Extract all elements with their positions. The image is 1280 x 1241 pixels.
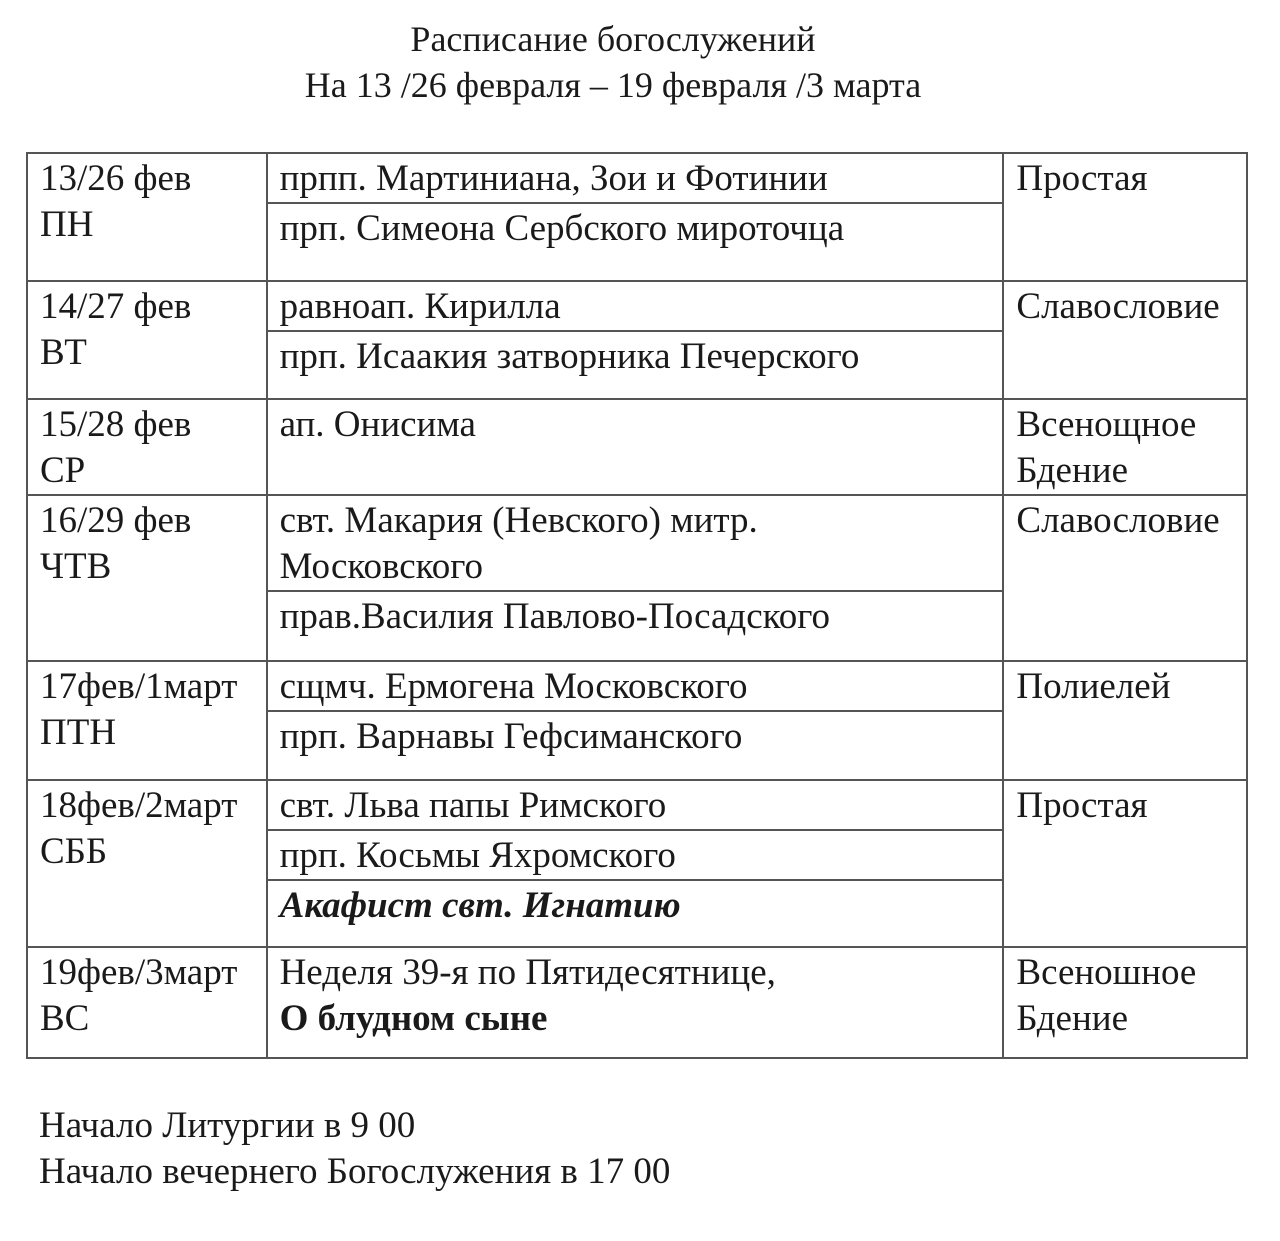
page-subtitle: На 13 /26 февраля – 19 февраля /3 марта xyxy=(304,65,922,105)
table-row xyxy=(27,399,1247,495)
date-label: 18фев/2март xyxy=(40,785,238,826)
saint-entry: прп. Исаакия затворника Печерского xyxy=(279,336,860,377)
service-type-cell xyxy=(1003,780,1247,947)
service-type-cell xyxy=(1003,661,1247,780)
service-type: Простая xyxy=(1016,785,1148,826)
saints-cell xyxy=(267,495,1004,661)
akathist-entry: Акафист свт. Игнатию xyxy=(279,885,681,926)
weekday-label: ПН xyxy=(40,204,94,245)
service-type-cell xyxy=(1003,947,1247,1058)
service-type: Всеношное Бдение xyxy=(1016,952,1197,1039)
schedule-table xyxy=(26,152,1248,1059)
date-cell xyxy=(27,661,267,780)
service-type: Славословие xyxy=(1016,286,1220,327)
service-type-cell xyxy=(1003,153,1247,281)
date-cell xyxy=(27,153,267,281)
sunday-theme: О блудном сыне xyxy=(279,998,548,1039)
service-type-cell xyxy=(1003,495,1247,661)
date-label: 17фев/1март xyxy=(40,666,238,707)
saints-cell xyxy=(267,780,1004,947)
date-label: 19фев/3март xyxy=(40,952,238,993)
saints-cell xyxy=(267,399,1004,495)
saints-cell xyxy=(267,281,1004,399)
service-type-cell xyxy=(1003,281,1247,399)
date-label: 16/29 фев xyxy=(40,500,192,541)
evening-service-note: Начало вечернего Богослужения в 17 00 xyxy=(39,1151,671,1192)
date-cell xyxy=(27,281,267,399)
saint-entry: прп. Косьмы Яхромского xyxy=(268,831,1003,881)
saints-cell xyxy=(267,947,1004,1058)
saint-entry: свт. Льва папы Римского xyxy=(268,781,1003,831)
date-label: 13/26 фев xyxy=(40,158,192,199)
weekday-label: ПТН xyxy=(40,712,117,753)
date-cell xyxy=(27,780,267,947)
table-row xyxy=(27,153,1247,281)
weekday-label: ВС xyxy=(40,998,90,1039)
saint-entry: прп. Симеона Сербского мироточца xyxy=(279,208,845,249)
weekday-label: СР xyxy=(40,450,86,491)
table-row xyxy=(27,661,1247,780)
service-type: Славословие xyxy=(1016,500,1220,541)
date-cell xyxy=(27,495,267,661)
liturgy-start-note: Начало Литургии в 9 00 xyxy=(39,1105,416,1146)
weekday-label: СББ xyxy=(40,831,108,872)
service-type: Всенощное Бдение xyxy=(1016,404,1197,491)
date-label: 14/27 фев xyxy=(40,286,192,327)
saint-entry: Неделя 39-я по Пятидесятнице, xyxy=(279,952,776,993)
service-type: Простая xyxy=(1016,158,1148,199)
table-row xyxy=(27,780,1247,947)
weekday-label: ЧТВ xyxy=(40,546,112,587)
weekday-label: ВТ xyxy=(40,332,87,373)
table-row xyxy=(27,281,1247,399)
date-label: 15/28 фев xyxy=(40,404,192,445)
table-row xyxy=(27,495,1247,661)
saint-entry: равноап. Кирилла xyxy=(268,282,1003,332)
date-cell xyxy=(27,947,267,1058)
page-title: Расписание богослужений xyxy=(410,19,816,59)
date-cell xyxy=(27,399,267,495)
service-type: Полиелей xyxy=(1016,666,1171,707)
service-type-cell xyxy=(1003,399,1247,495)
saint-entry: прав.Василия Павлово-Посадского xyxy=(279,596,831,637)
saint-entry: прпп. Мартиниана, Зои и Фотинии xyxy=(268,154,1003,204)
saints-cell xyxy=(267,153,1004,281)
saint-entry: ап. Онисима xyxy=(279,404,476,445)
table-row xyxy=(27,947,1247,1058)
saint-entry: прп. Варнавы Гефсиманского xyxy=(279,716,743,757)
saints-cell xyxy=(267,661,1004,780)
saint-entry: свт. Макария (Невского) митр. Московского xyxy=(268,496,1003,592)
saint-entry: сщмч. Ермогена Московского xyxy=(268,662,1003,712)
